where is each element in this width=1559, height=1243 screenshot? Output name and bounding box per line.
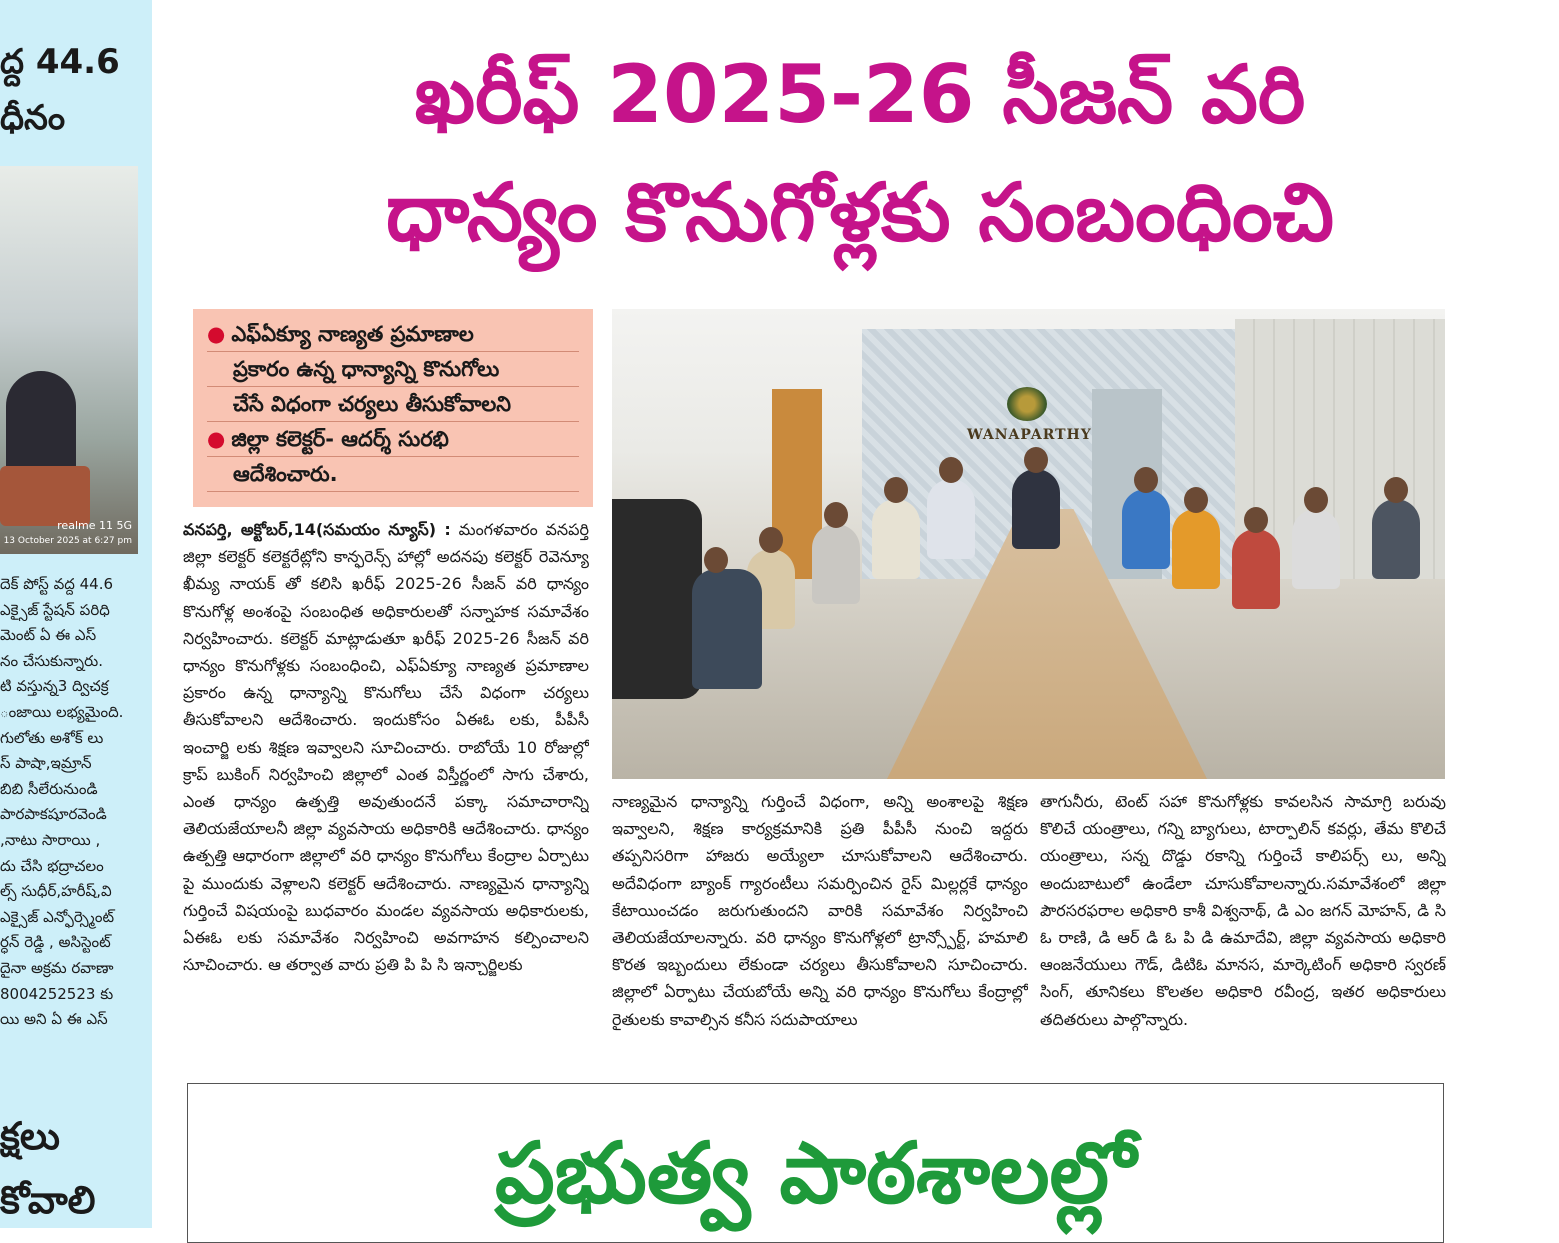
bullet-icon: ● bbox=[207, 427, 226, 451]
left-article-strip bbox=[0, 0, 152, 1228]
person-figure bbox=[1232, 529, 1280, 609]
article-column-1-text: మంగళవారం వనపర్తి జిల్లా కలెక్టర్ కలెక్టరేట్లోని కాన్ఫరెన్స్ హాల్లో అదనపు కలెక్టర్ రెవెన్యూ ఖీమ్య నాయక్ తో కలిసి ఖరీఫ్ 2025-26 సీజన్ వరి ధాన్యం కొనుగోళ్ల అంశంపై సంబంధిత అధికారులతో సన్నాహక సమావేశం నిర్వహించారు. కలెక్టర్ మాట్లాడుతూ ఖరీఫ్ 2025-26 సీజన్ వరి ధాన్యం కొనుగోళ్లకు సంబంధించి, ఎఫ్ఏక్యూ నాణ్యత ప్రమాణాల ప్రకారం ఉన్న ధాన్యాన్ని కొనుగోలు చేసే విధంగా చర్యలు తీసుకోవాలని ఆదేశించారు. ఇందుకోసం ఏఈఓ లకు, పీపీసీ ఇంచార్జి లకు శిక్షణ ఇవ్వాలని సూచించారు. రాబోయే 10 రోజుల్లో క్రాప్ బుకింగ్ నిర్వహించి జిల్లాలో ఎంత విస్తీర్ణంలో సాగు చేశారు, ఎంత ధాన్యం ఉత్పత్తి అవుతుందనే పక్కా సమాచారాన్ని తెలియజేయాలనీ జిల్లా వ్యవసాయ అధికారికి ఆదేశించారు. ధాన్యం ఉత్పత్తి ఆధారంగా జిల్లాలో వరి ధాన్యం కొనుగోలు కేంద్రాల ఏర్పాటు పై ముందుకు వెళ్లాలని కలెక్టర్ ఆదేశించారు. నాణ్యమైన ధాన్యాన్ని గుర్తించే విషయంపై బుధవారం మండల వ్యవసాయ అధికారులకు, ఏఈఓ లకు సమావేశం నిర్వహించి అవగాహన కల్పించాలని సూచించారు. ఆ తర్వాత వారు ప్రతి పి పి సి ఇన్చార్జిలకు bbox=[183, 520, 589, 975]
blanket-shape bbox=[0, 466, 90, 526]
district-logo-icon bbox=[1007, 387, 1047, 421]
highlight-item: ● ఎఫ్ఏక్యూ నాణ్యత ప్రమాణాల ప్రకారం ఉన్న ధాన్యాన్ని కొనుగోలు చేసే విధంగా చర్యలు తీసుకోవాలని bbox=[207, 317, 579, 422]
highlight-item: ● జిల్లా కలెక్టర్- ఆదర్శ్ సురభి ఆదేశించారు. bbox=[207, 422, 579, 492]
person-figure bbox=[1172, 509, 1220, 589]
headline-line-1: ఖరీఫ్ 2025-26 సీజన్ వరి bbox=[414, 48, 1306, 141]
bullet-icon: ● bbox=[207, 322, 226, 346]
highlight-box bbox=[193, 309, 593, 507]
person-figure bbox=[812, 524, 860, 604]
lower-article-box bbox=[187, 1083, 1444, 1243]
left-article-body: దెక్ పోస్ట్ వద్ద 44.6 ఎక్సైజ్ స్టేషన్ పరిధి మెంట్ ఏ ఈ ఎస్ నం చేసుకున్నారు. టి వస్తున్న3 ద్విచక్ర ంజాయి లభ్యమైంది. గులోతు అశోక్ లు స్ పాషా,ఇమ్రాన్ బిబి సీలేరునుండి పారపాకషూరవెండి ,నాటు సారాయి , దు చేసి భద్రాచలం ల్స్ సుధీర్,హరీష్,వి ఎక్సైజ్ ఎన్ఫోర్స్మెంట్ ర్ధన్ రెడ్డి , అసిస్టెంట్ దైనా అక్రమ రవాణా 8004252523 కు యి అని ఏ ఈ ఎస్ bbox=[0, 575, 124, 1029]
chair-shape bbox=[612, 499, 702, 699]
article-column-3: తాగునీరు, టెంట్ సహా కొనుగోళ్లకు కావలసిన సామాగ్రి బరువు కొలిచే యంత్రాలు, గన్ని బ్యాగులు, టార్పాలిన్ కవర్లు, తేమ కొలిచే యంత్రాలు, సన్న దొడ్డు రకాన్ని గుర్తించే కాలిపర్స్ లు, అన్ని అందుబాటులో ఉండేలా చూసుకోవాలన్నారు.సమావేశంలో జిల్లా పౌరసరఫరాల అధికారి కాశీ విశ్వనాథ్, డి ఎం జగన్ మోహన్, డి సి ఓ రాణి, డి ఆర్ డి ఓ పి డి ఉమాదేవి, జిల్లా వ్యవసాయ అధికారి ఆంజనేయులు గౌడ్, డిటిఓ మానస, మార్కెటింగ్ అధికారి స్వరణ్ సింగ్, తూనికలు కొలతల అధికారి రవీంద్ర, ఇతర అధికారులు తదితరులు పాల్గొన్నారు. bbox=[1040, 792, 1446, 1029]
photo-watermark: realme 11 5G bbox=[57, 519, 132, 532]
person-figure bbox=[1292, 509, 1340, 589]
person-figure bbox=[1372, 499, 1420, 579]
photo-timestamp: 13 October 2025 at 6:27 pm bbox=[3, 536, 132, 546]
lower-article-title: ప్రభుత్వ పాఠశాలల్లో bbox=[495, 1124, 1136, 1222]
person-figure bbox=[692, 569, 762, 689]
article-dateline: వనపర్తి, అక్టోబర్,14(సమయం న్యూస్) : bbox=[183, 520, 451, 539]
main-headline bbox=[170, 36, 1550, 272]
wanaparthy-sign: WANAPARTHY bbox=[967, 427, 1092, 443]
person-figure bbox=[927, 479, 975, 559]
headline-line-2: ధాన్యం కొనుగోళ్లకు సంబంధించి bbox=[385, 166, 1335, 259]
meeting-photo bbox=[612, 309, 1445, 779]
left-article-headline: ద్ద 44.6 ధీనం bbox=[0, 42, 120, 138]
person-figure bbox=[1122, 489, 1170, 569]
left-article-photo bbox=[0, 166, 138, 554]
article-column-1 bbox=[183, 516, 589, 1060]
article-column-2: నాణ్యమైన ధాన్యాన్ని గుర్తించే విధంగా, అన్ని అంశాలపై శిక్షణ ఇవ్వాలని, శిక్షణ కార్యక్రమానికి ప్రతి పీపీసీ నుంచి ఇద్దరు తప్పనిసరిగా హాజరు అయ్యేలా చూసుకోవాలని ఆదేశించారు. అదేవిధంగా బ్యాంక్ గ్యారంటీలు సమర్పించిన రైస్ మిల్లర్లకే ధాన్యం కేటాయించడం జరుగుతుందని వారికి సమావేశం నిర్వహించి తెలియజేయాలన్నారు. వరి ధాన్యం కొనుగోళ్లలో ట్రాన్స్పోర్ట్, హమాలి కొరత ఇబ్బందులు లేకుండా చర్యలు తీసుకోవాలని సూచించారు. జిల్లాలో ఏర్పాటు చేయబోయే అన్ని వరి ధాన్యం కొనుగోలు కేంద్రాల్లో రైతులకు కావాల్సిన కనీస సదుపాయాలు bbox=[612, 792, 1028, 1029]
person-figure bbox=[872, 499, 920, 579]
person-figure bbox=[1012, 469, 1060, 549]
left-article-footer-headline: క్షలు కోవాలి bbox=[0, 1114, 96, 1222]
